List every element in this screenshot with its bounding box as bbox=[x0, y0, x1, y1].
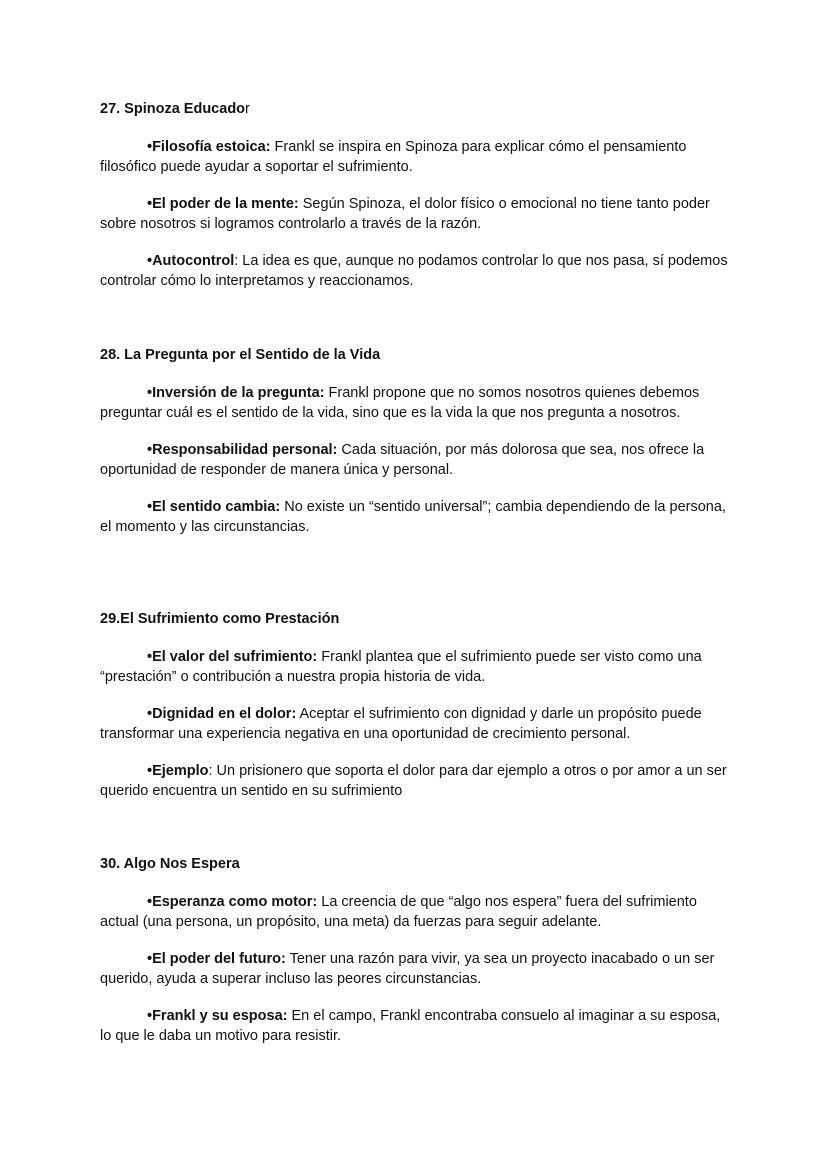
bullet-paragraph: •Frankl y su esposa: En el campo, Frankl encontraba consuelo al imaginar a su esposa, lo que le daba un motivo para resistir. bbox=[100, 1008, 721, 1044]
bullet-paragraph: •Esperanza como motor: La creencia de que “algo nos espera” fuera del sufrimiento actual (una persona, un propósito, una meta) da fuerzas para seguir adelante. bbox=[100, 894, 697, 930]
section-29 bbox=[100, 609, 730, 801]
bullet-paragraph: •El poder de la mente: Según Spinoza, el dolor físico o emocional no tiene tanto poder sobre nosotros si logramos controlarlo a través de la razón. bbox=[100, 196, 710, 232]
bullet-paragraph: •Dignidad en el dolor: Aceptar el sufrimiento con dignidad y darle un propósito puede transformar una experiencia negativa en una oportunidad de crecimiento personal. bbox=[100, 706, 702, 742]
bullet-paragraph: •El poder del futuro: Tener una razón para vivir, ya sea un proyecto inacabado o un ser querido, ayuda a superar incluso las peores circunstancias. bbox=[100, 951, 715, 987]
section-27 bbox=[100, 99, 730, 291]
section-heading: 30. Algo Nos Espera bbox=[100, 856, 240, 872]
section-30 bbox=[100, 854, 730, 1046]
section-heading: 29.El Sufrimiento como Prestación bbox=[100, 611, 340, 627]
section-28 bbox=[100, 345, 730, 537]
bullet-paragraph: •Filosofía estoica: Frankl se inspira en Spinoza para explicar cómo el pensamiento filosófico puede ayudar a soportar el sufrimiento. bbox=[100, 139, 687, 175]
bullet-paragraph: •Autocontrol: La idea es que, aunque no podamos controlar lo que nos pasa, sí podemos controlar cómo lo interpretamos y reaccionamos. bbox=[100, 253, 728, 289]
section-heading: 27. Spinoza Educador bbox=[100, 101, 250, 117]
bullet-paragraph: •El valor del sufrimiento: Frankl plantea que el sufrimiento puede ser visto como una “prestación” o contribución a nuestra propia historia de vida. bbox=[100, 649, 702, 685]
bullet-paragraph: •Responsabilidad personal: Cada situación, por más dolorosa que sea, nos ofrece la oportunidad de responder de manera única y personal. bbox=[100, 442, 705, 478]
bullet-paragraph: •El sentido cambia: No existe un “sentido universal”; cambia dependiendo de la persona, el momento y las circunstancias. bbox=[100, 499, 726, 535]
bullet-paragraph: •Inversión de la pregunta: Frankl propone que no somos nosotros quienes debemos preguntar cuál es el sentido de la vida, sino que es la vida la que nos pregunta a nosotros. bbox=[100, 385, 700, 421]
section-heading: 28. La Pregunta por el Sentido de la Vida bbox=[100, 347, 381, 363]
bullet-paragraph: •Ejemplo: Un prisionero que soporta el dolor para dar ejemplo a otros o por amor a un ser querido encuentra un sentido en su sufrimiento bbox=[100, 763, 727, 799]
